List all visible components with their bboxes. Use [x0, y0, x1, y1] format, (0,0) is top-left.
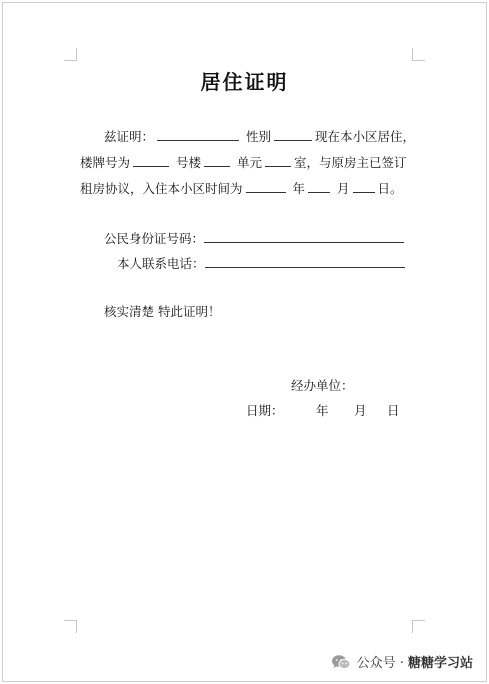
unit-number-blank[interactable]	[204, 154, 230, 167]
move-in-day-blank[interactable]	[353, 180, 375, 193]
line-sign-date	[246, 403, 284, 419]
building-prefix: 楼牌号为	[80, 155, 131, 170]
room-number-blank[interactable]	[265, 154, 291, 167]
move-in-year-label: 年	[292, 181, 306, 196]
document-page	[2, 2, 487, 682]
crop-mark-top-left	[64, 48, 77, 61]
wechat-account-watermark	[331, 652, 473, 671]
wechat-icon	[331, 654, 351, 670]
gender-blank[interactable]	[274, 128, 312, 141]
room-suffix: 室，与原房主已签订	[294, 155, 407, 170]
crop-mark-bottom-right	[412, 620, 425, 633]
phone-label: 本人联系电话：	[117, 256, 205, 271]
crop-mark-top-right	[412, 48, 425, 61]
account-name: 糖糖学习站	[407, 656, 473, 671]
certify-label: 兹证明：	[104, 129, 155, 144]
name-blank[interactable]	[157, 128, 239, 141]
id-number-blank[interactable]	[204, 230, 404, 243]
line-move-in-date	[80, 180, 403, 197]
move-in-year-blank[interactable]	[246, 180, 286, 193]
account-prefix: 公众号 ·	[356, 656, 404, 671]
unit-label: 单元	[237, 155, 263, 170]
crop-mark-bottom-left	[64, 620, 77, 633]
line-address	[80, 154, 407, 171]
verify-statement: 核实清楚 特此证明！	[104, 304, 221, 319]
move-in-day-label: 日。	[377, 181, 403, 196]
agency-label: 经办单位：	[291, 378, 354, 393]
building-label: 号楼	[176, 155, 202, 170]
line-certify	[104, 128, 415, 145]
date-month-label: 月	[354, 403, 367, 418]
line-phone	[117, 255, 408, 272]
line-id-number	[104, 230, 407, 247]
document-title: 居住证明	[200, 70, 289, 94]
building-number-blank[interactable]	[133, 154, 169, 167]
date-label: 日期：	[246, 403, 284, 418]
move-in-month-blank[interactable]	[308, 180, 330, 193]
date-year-label: 年	[316, 403, 329, 418]
phone-blank[interactable]	[205, 255, 405, 268]
move-in-month-label: 月	[337, 181, 350, 196]
id-number-label: 公民身份证号码：	[104, 231, 205, 246]
move-in-prefix: 租房协议，入住本小区时间为	[80, 181, 243, 196]
residence-text: 现在本小区居住，	[315, 129, 416, 144]
gender-label: 性别	[246, 129, 272, 144]
date-day-label: 日	[387, 403, 400, 418]
